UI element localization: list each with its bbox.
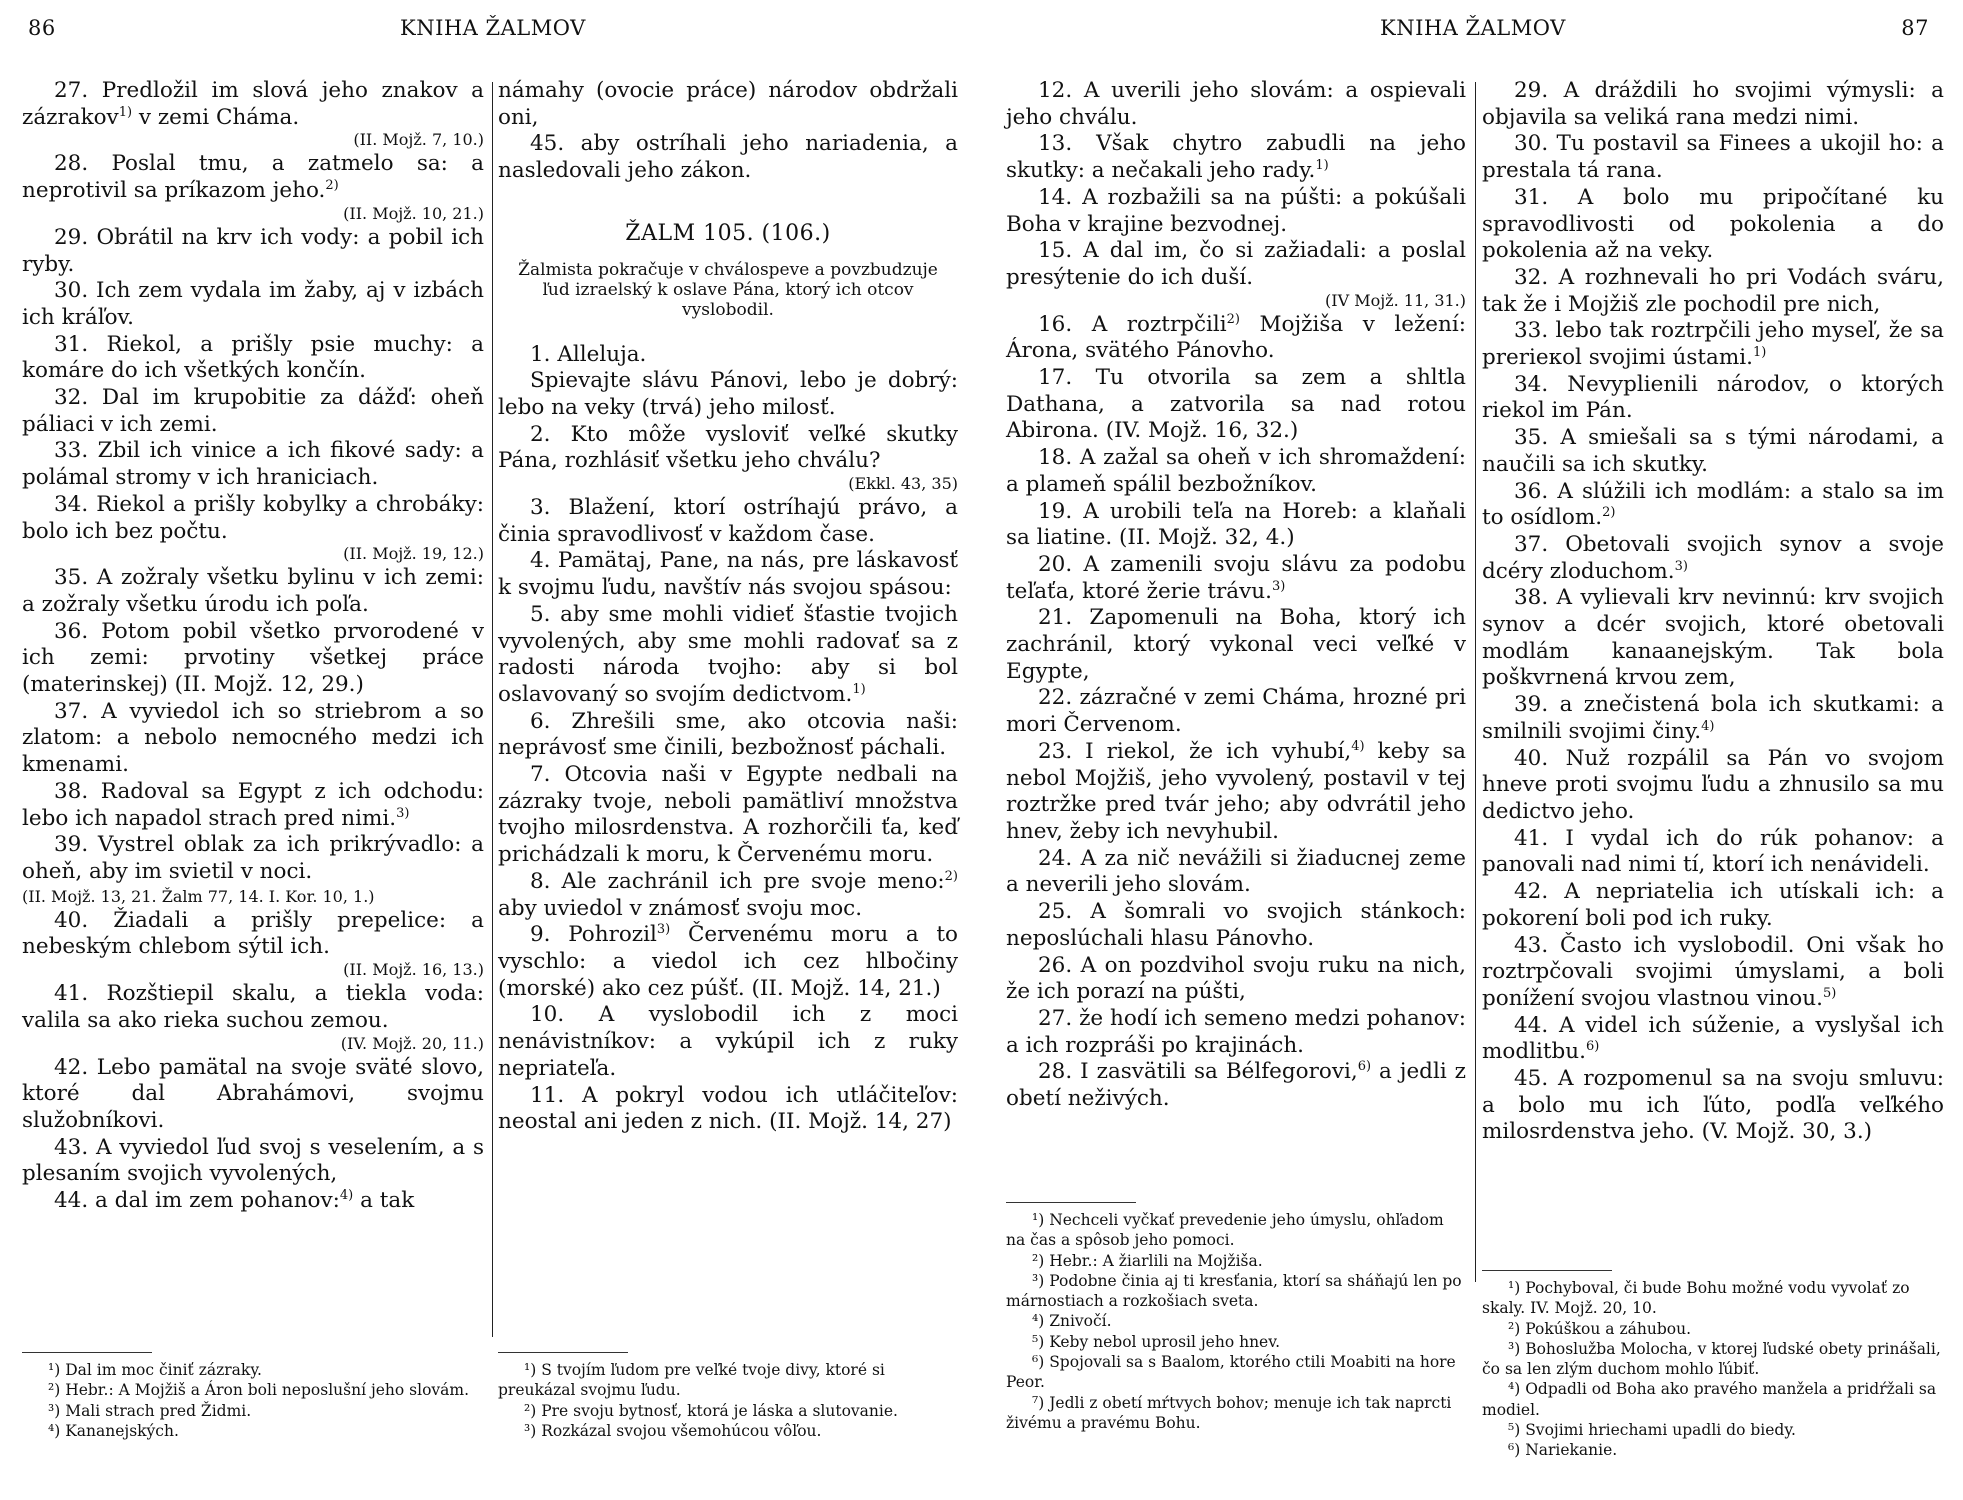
- verse: [1006, 605, 1466, 685]
- footnote-marker: 1): [118, 104, 133, 120]
- verse: [498, 602, 958, 709]
- verse-continuation: [498, 78, 958, 131]
- footnote-text: Bohoslužba Molocha, v ktorej ľudské obety prinášali, čo sa len zlým duchom mohlo ľúbiť.: [1482, 1339, 1941, 1379]
- footnote-number: ³): [1508, 1339, 1521, 1358]
- verse: [1482, 879, 1944, 932]
- verse: [22, 1188, 484, 1215]
- verse: [22, 1055, 484, 1135]
- verse-text: 28. I zasvätili sa Bélfegorovi,: [1038, 1059, 1358, 1085]
- page-header: [0, 16, 975, 46]
- text-column-right: [1482, 78, 1944, 1146]
- verse-text: 20. A zamenili svoju slávu za podobu teľaťa, ktoré žerie trávu.: [1006, 551, 1466, 604]
- footnote-number: ²): [48, 1381, 61, 1400]
- verse-text: 12. A uverili jeho slovám: a ospievali jeho chválu.: [1006, 78, 1466, 130]
- footnote-text: Pre svoju bytnosť, ktorá je láska a slutovanie.: [536, 1401, 898, 1420]
- verse-text: 35. A zožraly všetku bylinu v ich zemi: a zožraly všetku úrodu ich poľa.: [22, 565, 484, 617]
- verse-text: 17. Tu otvorila sa zem a shltla Dathana, a zatvorila sa nad rotou Abirona. (IV. Mojž. 16, 32.): [1006, 365, 1466, 444]
- footnote: [1006, 1251, 1466, 1271]
- verse: [22, 78, 484, 131]
- footnote: [1482, 1319, 1944, 1339]
- footnote-marker: 5): [1822, 985, 1837, 1001]
- footnote-marker: 3): [1674, 558, 1688, 574]
- text-column-left: [22, 78, 484, 1215]
- verse-text: 9. Pohrozil: [530, 922, 657, 948]
- verse-text: námahy (ovocie práce) národov obdržali oni,: [498, 78, 958, 130]
- verse: [1006, 552, 1466, 605]
- verse-text: 40. Žiadali a prišly prepelice: a nebeským chlebom sýtil ich.: [22, 907, 484, 960]
- verse-text: 33. Zbil ich vinice a ich fikové sady: a polámal stromy v ich hraniciach.: [22, 438, 484, 491]
- column-divider: [492, 82, 493, 1337]
- verse: [1006, 899, 1466, 952]
- footnote-text: Pochyboval, či bude Bohu možné vodu vyvolať zo skaly. IV. Mojž. 20, 10.: [1482, 1279, 1910, 1318]
- verse-text: Spievajte slávu Pánovi, lebo je dobrý: lebo na veky (trvá) jeho milosť.: [498, 368, 958, 420]
- running-head: KNIHA ŽALMOV: [400, 16, 586, 40]
- verse: [498, 762, 958, 869]
- verse: [22, 565, 484, 618]
- verse-text: (II. Mojž. 7, 10.): [353, 130, 484, 150]
- verse: [498, 1083, 958, 1136]
- footnote-number: ²): [1032, 1251, 1045, 1270]
- footnote: [1482, 1278, 1944, 1319]
- footnote: [1482, 1379, 1944, 1420]
- footnote-text: Podobne činia aj ti kresťania, ktorí sa sháňajú len po márnostiach a rozkošiach sveta.: [1006, 1271, 1462, 1311]
- footnote: [1006, 1393, 1466, 1434]
- verse-text: 8. Ale zachránil ich pre svoje meno:: [530, 868, 945, 894]
- footnote-text: Spojovali sa s Baalom, ktorého ctili Moabiti na hore Peor.: [1006, 1353, 1456, 1392]
- footnote-number: ¹): [1032, 1211, 1045, 1229]
- verse-text: 36. Potom pobil všetko prvorodené v ich zemi: prvotiny všetkej práce (materinskej) (II. Mojž. 12, 29.): [22, 618, 484, 698]
- verse: [22, 832, 484, 885]
- verse-text: 29. Obrátil na krv ich vody: a pobil ich ryby.: [22, 224, 484, 277]
- footnote-number: ⁴): [1032, 1312, 1045, 1331]
- verse-text: a jedli z obetí neživých.: [1006, 1059, 1466, 1112]
- scripture-reference: [22, 1033, 484, 1055]
- verse-text: Mojžiša v ležení: Árona, svätého Pánovho.: [1006, 311, 1466, 364]
- scripture-reference: [22, 543, 484, 565]
- verse: [498, 131, 958, 184]
- footnote-marker: 1): [1752, 344, 1767, 360]
- verse-text: 43. Často ich vyslobodil. Oni však ho roztrpčovali svojimi úmyslami, a boli ponížení svojou vlastnou vinou.: [1482, 932, 1944, 1011]
- verse: [1482, 185, 1944, 265]
- verse: [1482, 78, 1944, 131]
- verse: [22, 1135, 484, 1188]
- footnote-marker: 3): [396, 805, 410, 821]
- footnote: [498, 1401, 958, 1421]
- verse-text: 24. A za nič nevážili si žiaducnej zeme a neverili jeho slovám.: [1006, 845, 1466, 898]
- verse: [1006, 953, 1466, 1006]
- verse-text: 27. Predložil im slová jeho znakov a zázrakov: [22, 78, 484, 130]
- verse: [1482, 585, 1944, 692]
- scripture-reference: [22, 959, 484, 981]
- verse: [22, 619, 484, 699]
- page-gutter: [975, 0, 988, 1500]
- verse: [1006, 365, 1466, 445]
- footnote-number: ¹): [1508, 1279, 1521, 1297]
- verse-text: (II. Mojž. 19, 12.): [343, 544, 484, 564]
- scripture-reference: [22, 129, 484, 151]
- footnote-marker: 2): [1226, 311, 1240, 327]
- footnote: [498, 1421, 958, 1441]
- verse: [1006, 685, 1466, 738]
- verse-text: 36. A slúžili ich modlám: a stalo sa im to osídlom.: [1482, 478, 1944, 531]
- verse-text: 44. a dal im zem pohanov:: [54, 1188, 340, 1214]
- footnote: [1482, 1420, 1944, 1440]
- footnote-rule: [1006, 1202, 1136, 1203]
- verse-text: 38. A vylievali krv nevinnú: krv svojich synov a dcér svojich, ktoré obetovali modlám kanaanejským. Tak bola poškvrnená krvou zem,: [1482, 585, 1944, 691]
- verse-text: (IV. Mojž. 20, 11.): [340, 1033, 484, 1053]
- footnote-text: Mali strach pred Židmi.: [60, 1401, 252, 1420]
- verse: [498, 368, 958, 421]
- verse-text: 6. Zhrešili sme, ako otcovia naši: neprávosť sme činili, bezbožnosť páchali.: [498, 708, 958, 761]
- verse: [1482, 318, 1944, 371]
- footnote-marker: 2): [944, 868, 958, 884]
- footnote-text: Nechceli vyčkať prevedenie jeho úmyslu, ohľadom na čas a spôsob jeho pomoci.: [1006, 1211, 1444, 1250]
- footnote: [1006, 1210, 1466, 1251]
- verse: [22, 779, 484, 832]
- text-column-right: [498, 78, 958, 1136]
- footnote: [1006, 1332, 1466, 1352]
- verse-text: 40. Nuž rozpálil sa Pán vo svojom hneve proti svojmu ľudu a zhnusilo sa mu dedictvo jeho.: [1482, 745, 1944, 824]
- verse-text: 16. A roztrpčili: [1038, 311, 1227, 337]
- verse: [22, 908, 484, 961]
- footnote-text: S tvojím ľudom pre veľké tvoje divy, ktoré si preukázal svojmu ľudu.: [498, 1361, 885, 1400]
- scripture-reference: [22, 886, 484, 908]
- verse: [1482, 265, 1944, 318]
- footnote-text: Keby nebol uprosil jeho hnev.: [1044, 1332, 1281, 1351]
- verse-text: 44. A videl ich súženie, a vyslyšal ich modlitbu.: [1482, 1012, 1944, 1065]
- verse: [1482, 746, 1944, 826]
- verse: [498, 548, 958, 601]
- verse-text: 41. I vydal ich do rúk pohanov: a panovali nad nimi tí, ktorí ich nenávideli.: [1482, 825, 1944, 878]
- verse: [1482, 826, 1944, 879]
- verse-text: 34. Riekol a prišly kobylky a chrobáky: bolo ich bez počtu.: [22, 491, 484, 544]
- footnote: [1482, 1339, 1944, 1380]
- footnote-number: ³): [48, 1401, 61, 1420]
- verse: [1006, 499, 1466, 552]
- verse-text: 22. zázračné v zemi Cháma, hrozné pri mori Červenom.: [1006, 685, 1466, 738]
- footnote-text: Znivočí.: [1044, 1312, 1112, 1331]
- verse-text: 28. Poslal tmu, a zatmelo sa: a neprotivil sa príkazom jeho.: [22, 151, 484, 204]
- footnote-text: Kananejských.: [60, 1421, 179, 1440]
- verse: [22, 981, 484, 1034]
- verse-text: 5. aby sme mohli vidieť šťastie tvojich vyvolených, aby sme mohli radovať sa z radosti národa tvojho: aby si bol oslavovaný so svojím dedictvom.: [498, 601, 958, 707]
- scripture-reference: [1006, 290, 1466, 312]
- verse-text: 37. A vyviedol ich so striebrom a so zlatom: a nebolo nemocného medzi ich kmenami.: [22, 698, 484, 778]
- verse-text: 10. A vyslobodil ich z moci nenávistníkov: a vykúpil ich z ruky nepriateľa.: [498, 1002, 958, 1081]
- verse-text: 32. Dal im krupobitie za dážď: oheň páliaci v ich zemi.: [22, 385, 484, 437]
- verse: [22, 332, 484, 385]
- verse: [1006, 445, 1466, 498]
- page-number: 86: [28, 16, 56, 40]
- verse-text: (Ekkl. 43, 35): [848, 474, 958, 494]
- verse: [22, 438, 484, 491]
- footnote-text: Nariekanie.: [1520, 1441, 1618, 1460]
- verse: [1006, 846, 1466, 899]
- verse-text: 26. A on pozdvihol svoju ruku na nich, že ich porazí na púšti,: [1006, 952, 1466, 1005]
- footnote-number: ⁵): [1032, 1332, 1045, 1351]
- right-page: [988, 0, 1963, 1500]
- verse: [22, 492, 484, 545]
- footnote-text: Svojimi hriechami upadli do biedy.: [1520, 1421, 1796, 1440]
- footnote-marker: 4): [1351, 738, 1365, 754]
- verse-text: 31. Riekol, a prišly psie muchy: a komáre do ich všetkých končín.: [22, 331, 484, 384]
- verse: [22, 225, 484, 278]
- footnote-number: ⁵): [1508, 1421, 1521, 1440]
- verse-text: 25. A šomrali vo svojich stánkoch: neposlúchali hlasu Pánovho.: [1006, 899, 1466, 951]
- verse: [498, 422, 958, 475]
- verse-text: 37. Obetovali svojich synov a svoje dcéry zloduchom.: [1482, 531, 1944, 584]
- footnote-number: ⁴): [1508, 1380, 1521, 1399]
- verse: [498, 495, 958, 548]
- verse: [1006, 185, 1466, 238]
- footnotes-left: [22, 1360, 484, 1441]
- footnote: [498, 1360, 958, 1401]
- footnote-text: Dal im moc činiť zázraky.: [60, 1361, 262, 1379]
- verse: [1006, 739, 1466, 846]
- verse-text: 1. Alleluja.: [530, 341, 647, 367]
- footnote-rule: [1482, 1270, 1612, 1271]
- verse: [1006, 1006, 1466, 1059]
- verse: [1006, 1059, 1466, 1112]
- footnote: [22, 1421, 484, 1441]
- footnote-number: ⁶): [1032, 1353, 1045, 1372]
- footnotes-right: [1482, 1278, 1944, 1461]
- verse: [1006, 312, 1466, 365]
- verse-text: Červenému moru a to vyschlo: a viedol ich cez hlbočiny (morské) ako cez púšť. (II. Mojž. 14, 21.): [498, 922, 958, 1001]
- verse-text: 18. A zažal sa oheň v ich shromaždení: a plameň spálil bezbožníkov.: [1006, 445, 1466, 497]
- footnote-marker: 3): [656, 922, 671, 938]
- footnote-text: Odpadli od Boha ako pravého manžela a pridŕžali sa modiel.: [1482, 1380, 1937, 1419]
- scripture-reference: [22, 203, 484, 225]
- verse-text: 2. Kto môže vysloviť veľké skutky Pána, rozhlásiť všetku jeho chválu?: [498, 421, 958, 474]
- psalm-summary: Žalmista pokračuje v chválospeve a povzbudzuje ľud izraelský k oslave Pána, ktorý ich otcov vyslobodil.: [518, 259, 938, 320]
- verse-text: 43. A vyviedol ľud svoj s veselením, a s plesaním svojich vyvolených,: [22, 1134, 484, 1187]
- verse: [1482, 1066, 1944, 1146]
- footnote-number: ⁴): [48, 1421, 61, 1440]
- left-page: [0, 0, 975, 1500]
- verse-text: 7. Otcovia naši v Egypte nedbali na zázraky tvoje, neboli pamätliví množstva tvojho milosrdenstva. A rozhorčili ťa, keď prichádzali k moru, k Červenému moru.: [498, 762, 958, 868]
- footnote-marker: 1): [1315, 157, 1329, 173]
- verse-text: 30. Ich zem vydala im žaby, aj v izbách ich kráľov.: [22, 278, 484, 330]
- verse-text: (II. Mojž. 16, 13.): [343, 960, 484, 980]
- footnote-number: ³): [524, 1421, 537, 1440]
- verse-text: 3. Blažení, ktorí ostríhajú právo, a činia spravodlivosť v každom čase.: [498, 495, 958, 547]
- verse-text: 42. Lebo pamätal na svoje sväté slovo, ktoré dal Abrahámovi, svojmu služobníkovi.: [22, 1054, 484, 1133]
- footnote-marker: 4): [1701, 718, 1715, 734]
- psalm-title: ŽALM 105. (106.): [625, 220, 831, 246]
- verse-text: 33. lebo tak roztrpčili jeho myseľ, že sa prerieкol svojimi ústami.: [1482, 318, 1944, 371]
- verse-text: 15. A dal im, čo si zažiadali: a poslal presýtenie do ich duší.: [1006, 238, 1466, 290]
- footnote-marker: 6): [1585, 1039, 1600, 1055]
- verse-text: 30. Tu postavil sa Finees a ukojil ho: a prestala tá rana.: [1482, 131, 1944, 184]
- verse-text: 42. A nepriatelia ich utískali ich: a pokorení boli pod ich ruky.: [1482, 879, 1944, 931]
- footnote-marker: 2): [325, 177, 339, 193]
- text-column-left: [1006, 78, 1466, 1113]
- footnote-marker: 3): [1271, 578, 1286, 594]
- verse-text: 32. A rozhnevali ho pri Vodách sváru, tak že i Mojžiš zle pochodil pre nich,: [1482, 264, 1944, 317]
- footnote-text: Hebr.: A žiarlili na Mojžiša.: [1044, 1251, 1263, 1270]
- footnote: [22, 1380, 484, 1400]
- verse: [1482, 933, 1944, 1013]
- verse-text: 45. A rozpomenul sa na svoju smluvu: a bolo mu ich ľúto, podľa veľkého milosrdenstva jeho. (V. Mojž. 30, 3.): [1482, 1066, 1944, 1145]
- verse: [1482, 372, 1944, 425]
- verse: [1006, 78, 1466, 131]
- verse-text: aby uviedol v známosť svoju moc.: [498, 895, 863, 921]
- verse-text: (II. Mojž. 10, 21.): [343, 203, 484, 223]
- running-head: KNIHA ŽALMOV: [1380, 16, 1566, 40]
- footnote-rule: [498, 1352, 628, 1353]
- verse: [22, 278, 484, 331]
- footnote-number: ⁷): [1032, 1393, 1045, 1412]
- verse: [1482, 425, 1944, 478]
- verse: [498, 1002, 958, 1082]
- verse-text: v zemi Cháma.: [132, 104, 300, 130]
- verse: [498, 342, 958, 369]
- verse-text: 39. a znečistená bola ich skutkami: a smilnili svojimi činy.: [1482, 692, 1944, 744]
- verse-text: 38. Radoval sa Egypt z ich odchodu: lebo ich napadol strach pred nimi.: [22, 778, 484, 831]
- verse-text: 39. Vystrel oblak za ich prikrývadlo: a oheň, aby im svietil v noci.: [22, 832, 484, 884]
- verse-text: 29. A dráždili ho svojimi výmysli: a objavila sa veliká rana medzi nimi.: [1482, 78, 1944, 130]
- footnote-marker: 4): [339, 1187, 354, 1203]
- verse: [498, 709, 958, 762]
- footnote-text: Jedli z obetí mŕtvych bohov; menuje ich tak naprcti živému a pravému Bohu.: [1006, 1393, 1452, 1432]
- footnote-marker: 1): [852, 681, 866, 697]
- footnote-text: Hebr.: A Mojžiš a Áron boli neposlušní jeho slovám.: [60, 1381, 470, 1400]
- footnote: [1482, 1440, 1944, 1460]
- verse-text: 4. Pamätaj, Pane, na nás, pre láskavosť k svojmu ľudu, navštív nás svojou spásou:: [498, 548, 958, 601]
- verse: [1482, 1013, 1944, 1066]
- footnote-number: ²): [1508, 1319, 1521, 1338]
- footnote: [22, 1360, 484, 1380]
- verse-text: 31. A bolo mu pripočítané ku spravodlivosti od pokolenia a do pokolenia až na veky.: [1482, 184, 1944, 264]
- verse: [1006, 131, 1466, 184]
- verse-text: 27. že hodí ich semeno medzi pohanov: a ich rozpráši po krajinách.: [1006, 1005, 1466, 1058]
- verse-text: a tak: [353, 1188, 415, 1214]
- page-number: 87: [1901, 16, 1929, 40]
- verse: [498, 869, 958, 922]
- verse: [498, 922, 958, 1002]
- verse-text: 34. Nevyplienili národov, o ktorých riekol im Pán.: [1482, 371, 1944, 424]
- verse-text: 19. A urobili teľa na Horeb: a klaňali sa liatine. (II. Mojž. 32, 4.): [1006, 498, 1466, 551]
- column-divider: [1475, 82, 1476, 1282]
- verse: [1482, 131, 1944, 184]
- scripture-reference: [498, 473, 958, 495]
- footnote-marker: 2): [1602, 505, 1616, 521]
- verse-text: 23. I riekol, že ich vyhubí,: [1038, 738, 1352, 764]
- verse: [1482, 692, 1944, 745]
- footnote-number: ³): [1032, 1271, 1045, 1290]
- verse-text: (II. Mojž. 13, 21. Žalm 77, 14. I. Kor. 10, 1.): [22, 886, 375, 906]
- verse-text: 45. aby ostríhali jeho nariadenia, a nasledovali jeho zákon.: [498, 131, 958, 184]
- verse-text: 35. A smiešali sa s tými národami, a naučili sa ich skutky.: [1482, 425, 1944, 477]
- verse: [22, 151, 484, 204]
- verse: [1482, 479, 1944, 532]
- footnote-number: ¹): [524, 1361, 537, 1379]
- footnote-number: ²): [524, 1401, 537, 1420]
- footnote-text: Pokúškou a záhubou.: [1520, 1319, 1691, 1338]
- footnote-number: ¹): [48, 1361, 61, 1379]
- footnote-number: ⁶): [1508, 1441, 1521, 1460]
- footnote: [1006, 1352, 1466, 1393]
- footnotes-right: [498, 1360, 958, 1441]
- footnotes-left: [1006, 1210, 1466, 1433]
- verse-text: 11. A pokryl vodou ich utláčiteľov: neostal ani jeden z nich. (II. Mojž. 14, 27): [498, 1082, 958, 1135]
- verse: [22, 385, 484, 438]
- footnote: [1006, 1311, 1466, 1331]
- footnote-rule: [22, 1352, 152, 1353]
- verse-text: keby sa nebol Mojžiš, jeho vyvolený, postavil v tej roztržke pred tvár jeho; aby odvrátil jeho hnev, žeby ich nevyhubil.: [1006, 738, 1466, 844]
- page-header: [988, 16, 1963, 46]
- footnote: [1006, 1271, 1466, 1312]
- verse-text: (IV Mojž. 11, 31.): [1325, 290, 1466, 310]
- footnote: [22, 1401, 484, 1421]
- verse-text: 14. A rozbažili sa na púšti: a pokúšali Boha v krajine bezvodnej.: [1006, 184, 1466, 237]
- verse: [1482, 532, 1944, 585]
- verse-text: 41. Rozštiepil skalu, a tiekla voda: valila sa ako rieka suchou zemou.: [22, 981, 484, 1033]
- verse: [22, 699, 484, 779]
- footnote-marker: 6): [1357, 1059, 1372, 1075]
- verse: [1006, 238, 1466, 291]
- verse-text: 13. Však chytro zabudli na jeho skutky: a nečakali jeho rady.: [1006, 131, 1466, 184]
- verse-text: 21. Zapomenuli na Boha, ktorý ich zachránil, ktorý vykonal veci veľké v Egypte,: [1006, 605, 1466, 684]
- footnote-text: Rozkázal svojou všemohúcou vôľou.: [536, 1421, 822, 1440]
